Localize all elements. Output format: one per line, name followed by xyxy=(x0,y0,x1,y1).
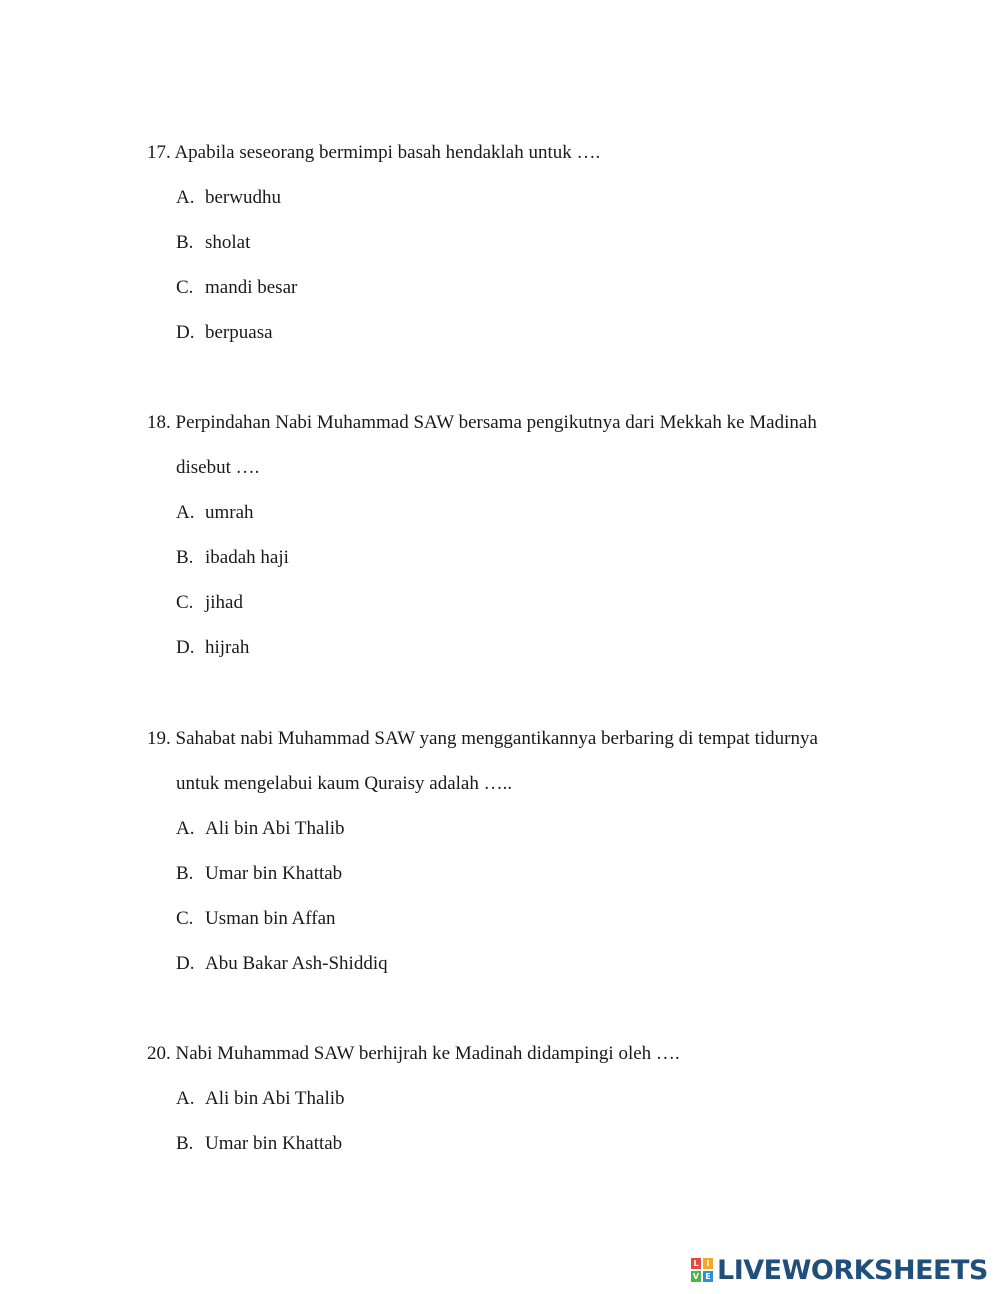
badge-letter-i: I xyxy=(703,1258,713,1269)
option-letter: A. xyxy=(176,187,195,208)
option-text: ibadah haji xyxy=(205,547,289,568)
option-text: Abu Bakar Ash-Shiddiq xyxy=(205,953,388,974)
question-18-option-a[interactable] xyxy=(176,501,254,525)
option-text: Ali bin Abi Thalib xyxy=(205,1088,345,1109)
option-letter: A. xyxy=(176,1088,195,1109)
question-18-option-d[interactable] xyxy=(176,636,249,660)
option-letter: D. xyxy=(176,637,195,658)
option-letter: D. xyxy=(176,953,195,974)
option-letter: B. xyxy=(176,863,194,884)
option-letter: A. xyxy=(176,818,195,839)
option-text: hijrah xyxy=(205,637,250,658)
question-18-text: 18. Perpindahan Nabi Muhammad SAW bersama pengikutnya dari Mekkah ke Madinah xyxy=(147,412,817,433)
option-text: berpuasa xyxy=(205,322,273,343)
option-text: sholat xyxy=(205,232,251,253)
question-17-text: 17. Apabila seseorang bermimpi basah hendaklah untuk …. xyxy=(147,142,601,163)
option-text: berwudhu xyxy=(205,187,281,208)
option-letter: D. xyxy=(176,322,195,343)
option-text: umrah xyxy=(205,502,254,523)
question-18-text-continued: disebut …. xyxy=(176,457,260,478)
option-text: Usman bin Affan xyxy=(205,908,336,929)
option-letter: C. xyxy=(176,277,194,298)
option-letter: C. xyxy=(176,592,194,613)
live-badge-icon xyxy=(691,1258,713,1282)
question-17-option-b[interactable] xyxy=(176,231,250,255)
badge-letter-l: L xyxy=(691,1258,701,1269)
badge-letter-e: E xyxy=(703,1271,713,1282)
question-19-option-c[interactable] xyxy=(176,907,336,931)
question-18-option-b[interactable] xyxy=(176,546,289,570)
question-19-option-d[interactable] xyxy=(176,952,388,976)
question-17-option-a[interactable] xyxy=(176,186,281,210)
option-letter: B. xyxy=(176,1133,194,1154)
question-19-option-a[interactable] xyxy=(176,817,345,841)
option-text: Umar bin Khattab xyxy=(205,1133,343,1154)
question-19-text: 19. Sahabat nabi Muhammad SAW yang menggantikannya berbaring di tempat tidurnya xyxy=(147,728,818,749)
option-letter: A. xyxy=(176,502,195,523)
question-17-option-c[interactable] xyxy=(176,276,297,300)
question-20-text: 20. Nabi Muhammad SAW berhijrah ke Madinah didampingi oleh …. xyxy=(147,1043,680,1064)
option-text: Umar bin Khattab xyxy=(205,863,343,884)
question-19-option-b[interactable] xyxy=(176,862,342,886)
logo-text: LIVEWORKSHEETS xyxy=(717,1254,988,1286)
question-17-option-d[interactable] xyxy=(176,321,273,345)
question-19-text-continued: untuk mengelabui kaum Quraisy adalah ….. xyxy=(176,773,513,794)
liveworksheets-logo[interactable] xyxy=(691,1255,988,1285)
option-text: Ali bin Abi Thalib xyxy=(205,818,345,839)
option-letter: B. xyxy=(176,547,194,568)
option-letter: C. xyxy=(176,908,194,929)
option-letter: B. xyxy=(176,232,194,253)
question-20-option-a[interactable] xyxy=(176,1087,345,1111)
option-text: mandi besar xyxy=(205,277,298,298)
question-20-option-b[interactable] xyxy=(176,1132,342,1156)
option-text: jihad xyxy=(205,592,243,613)
question-18-option-c[interactable] xyxy=(176,591,243,615)
badge-letter-v: V xyxy=(692,1272,700,1281)
